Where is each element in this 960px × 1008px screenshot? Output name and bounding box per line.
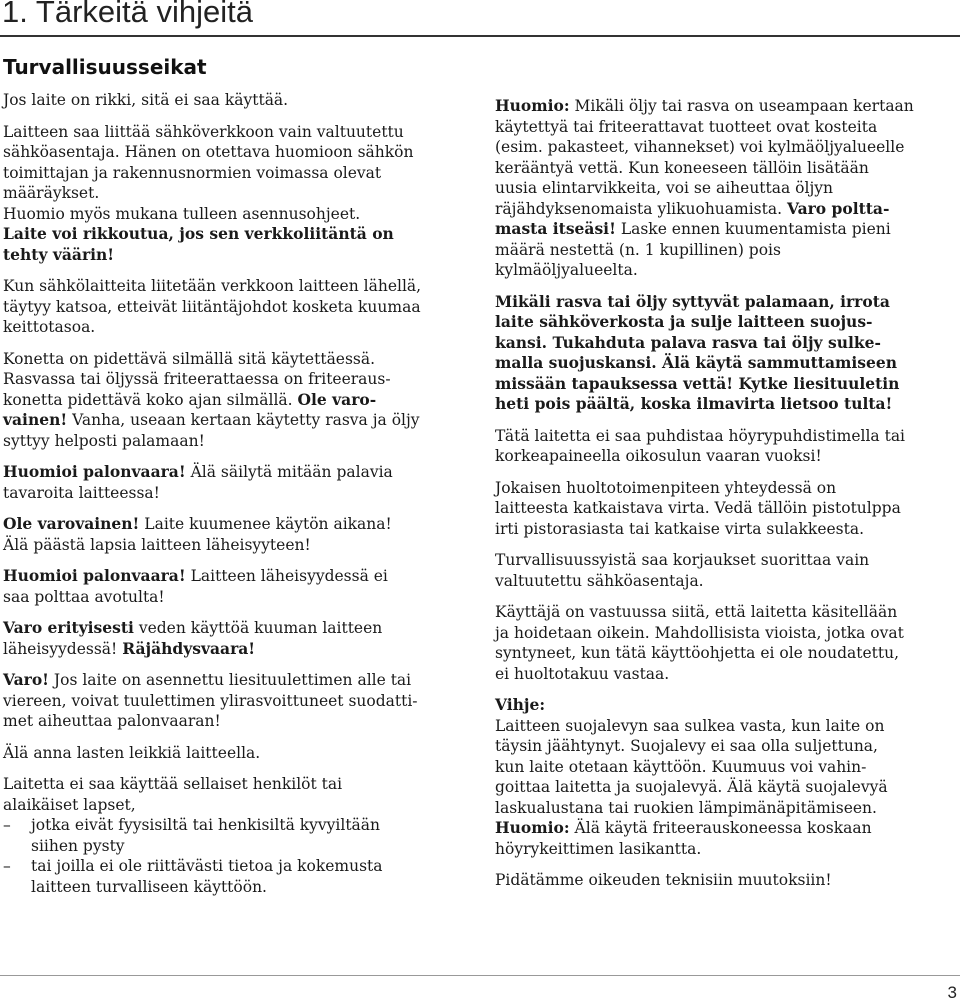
warning-label: Huomioi palonvaara! — [3, 462, 186, 481]
page-title: 1. Tärkeitä vihjeitä — [2, 0, 253, 29]
title-divider — [0, 35, 960, 37]
paragraph: Jos laite on rikki, sitä ei saa käyttää. — [3, 91, 289, 109]
list-item: – jotka eivät fyysisiltä tai henkisiltä kyvyiltään — [3, 816, 381, 834]
paragraph: Jokaisen huoltotoimenpiteen yhteydessä on laitteesta katkaistava virta. Vedä tällöin pistotulppa irti pistorasiasta tai katkaise virta sulakkeesta. — [495, 478, 901, 538]
warning-text: Laite voi rikkoutua, jos sen verkkoliitäntä on — [3, 224, 394, 243]
dash-bullet: – — [3, 816, 11, 834]
paragraph: Varo erityisesti veden käyttöä kuuman laitteen läheisyydessä! Räjähdysvaara! — [3, 618, 383, 658]
paragraph: Huomio: Mikäli öljy tai rasva on useampaan kertaan käytettyä tai friteerattavat tuotteet ovat kosteita (esim. pakasteet, vihannekset) voi kylmäöljyalueelle kerääntyä vettä. Kun koneeseen tällöin lisätään uusia elintarvikkeita, voi se aiheuttaa öljyn räjähdyksenomaista ylikuohuamista. Varo poltta- masta itseäsi! Laske ennen kuumentamista pieni määrä nestettä (n. 1 kupillinen) pois kylmäöljyalueelta. — [495, 96, 914, 279]
paragraph: Käyttäjä on vastuussa siitä, että laitetta käsitellään ja hoidetaan oikein. Mahdollisista vioista, jotka ovat syntyneet, kun tätä käyttöohjetta ei ole noudatettu, ei huoltotakuu vastaa. — [495, 603, 904, 683]
tip-paragraph: Vihje: Laitteen suojalevyn saa sulkea vasta, kun laite on täysin jäähtynyt. Suojalevy ei saa olla suljettuna, kun laite otetaan käyttöön. Kuumuus voi vahin- goittaa laitetta ja suojalevyä. Älä käytä suojalevyä laskualustana tai ruokien lämpimänäpitämiseen. Huomio: Älä käytä friteerauskoneessa koskaan höyrykeittimen lasikantta. — [495, 695, 957, 859]
warning-label: Huomioi palonvaara! — [3, 566, 186, 585]
warning-text: Mikäli rasva tai öljy syttyvät palamaan, irrota — [495, 291, 890, 311]
left-column — [3, 90, 473, 908]
paragraph: Tätä laitetta ei saa puhdistaa höyrypuhdistimella tai korkeapaineella oikosulun vaaran vuoksi! — [495, 426, 906, 465]
paragraph — [495, 292, 957, 415]
paragraph: Konetta on pidettävä silmällä sitä käytettäessä. Rasvassa tai öljyssä friteerattaessa on friteerаus- konetta pidettävä koko ajan silmällä. Ole varo- vainen! Vanha, useaan kertaan käytetty rasva ja öljy syttyy helposti palamaan! — [3, 349, 420, 450]
paragraph: Turvallisuussyistä saa korjaukset suorittaa vain valtuutettu sähköasentaja. — [495, 551, 870, 590]
warning-label: Varo! — [3, 670, 49, 689]
paragraph: Ole varovainen! Laite kuumenee käytön aikana! Älä päästä lapsia laitteen läheisyyteen! — [3, 514, 392, 554]
paragraph: Pidätämme oikeuden teknisiin muutoksiin! — [495, 871, 832, 889]
warning-text: kansi. Tukahduta palava rasva tai öljy sulke- — [495, 332, 881, 352]
dash-bullet: – — [3, 857, 11, 875]
right-column — [495, 96, 957, 902]
paragraph: Kun sähkölaitteita liitetään verkkoon laitteen lähellä, täytyy katsoa, etteivät liitäntäjohdot kosketa kuumaa keittotasoa. — [3, 277, 422, 336]
footer-divider — [0, 975, 960, 976]
warning-text: heti pois päältä, koska ilmavirta lietsoo tulta! — [495, 394, 893, 413]
paragraph: Laitteen saa liittää sähköverkkoon vain valtuutettu sähköasentaja. Hänen on otettava huomioon sähkön toimittajan ja rakennusnormien voimassa olevat määräykset. Huomio myös mukana tulleen asennusohjeet. Laite voi rikkoutua, jos sen verkkoliitäntä on tehty väärin! — [3, 122, 473, 266]
list-item: – tai joilla ei ole riittävästi tietoa ja kokemusta — [3, 857, 383, 875]
paragraph: Huomioi palonvaara! Laitteen läheisyydessä ei saa polttaa avotulta! — [3, 566, 388, 606]
warning-label: Varo erityisesti — [3, 618, 134, 637]
tip-label: Vihje: — [495, 695, 546, 714]
note-label: Huomio: — [495, 818, 570, 837]
warning-text: tehty väärin! — [3, 244, 115, 264]
warning-label: Ole varovainen! — [3, 514, 140, 533]
paragraph: Varo! Jos laite on asennettu liesituulettimen alle tai viereen, voivat tuulettimen ylirasvoittuneet suodatti- met aiheuttaa palonvaaran! — [3, 670, 418, 730]
note-label: Huomio: — [495, 96, 570, 115]
paragraph: Älä anna lasten leikkiä laitteella. — [3, 743, 261, 762]
paragraph: Huomioi palonvaara! Älä säilytä mitään palavia tavaroita laitteessa! — [3, 462, 393, 502]
section-heading: Turvallisuusseikat — [3, 55, 207, 79]
page-number: 3 — [947, 983, 957, 1002]
warning-text: malla suojuskansi. Älä käytä sammuttamiseen — [495, 353, 898, 372]
paragraph: Laitetta ei saa käyttää sellaiset henkilöt tai alaikäiset lapset, – jotka eivät fyysisiltä tai henkisiltä kyvyiltään siihen pysty – tai joilla ei ole riittävästi tietoa ja kokemusta laitteen turvalliseen käyttöön. — [3, 774, 473, 897]
warning-text: laite sähköverkosta ja sulje laitteen suojus- — [495, 312, 873, 331]
warning-text: missään tapauksessa vettä! Kytke liesituuletin — [495, 373, 900, 393]
